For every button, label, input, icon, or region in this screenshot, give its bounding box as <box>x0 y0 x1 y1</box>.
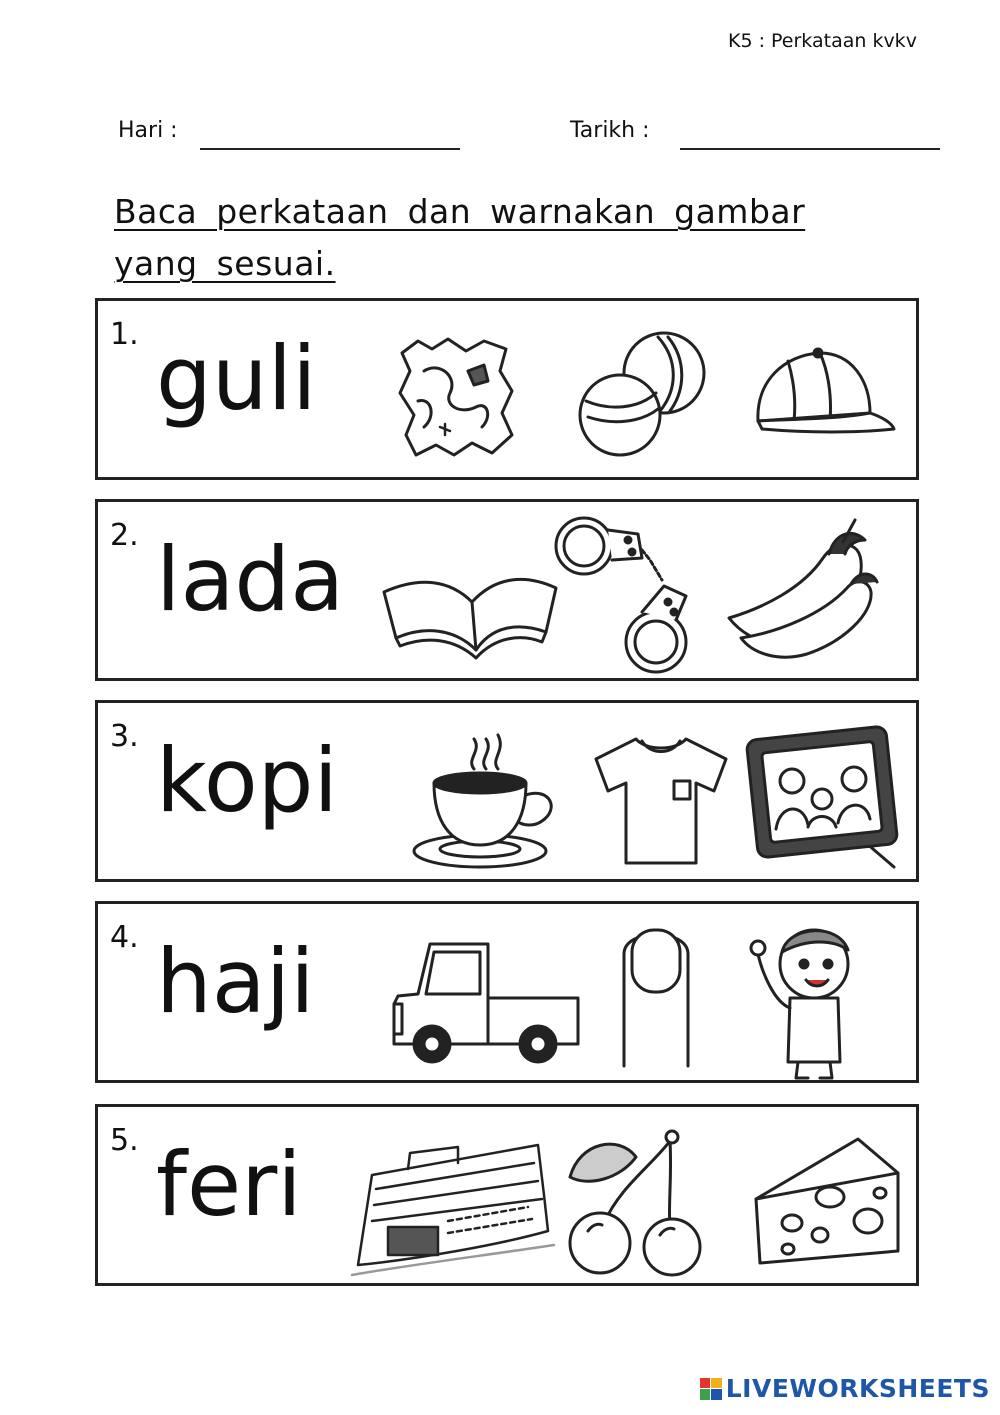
question-word: haji <box>156 930 315 1033</box>
question-row-3 <box>95 700 919 882</box>
brand-logo <box>700 1374 990 1403</box>
question-word: lada <box>156 528 345 631</box>
brand-text: LIVEWORKSHEETS <box>725 1374 990 1403</box>
brand-icon <box>700 1378 722 1400</box>
tarikh-label: Tarikh : <box>570 118 650 143</box>
instruction-line-1: Baca perkataan dan warnakan gambar <box>114 192 806 231</box>
question-row-1 <box>95 298 919 480</box>
tarikh-blank-line[interactable] <box>680 148 940 150</box>
instruction <box>114 186 834 290</box>
cherry-icon[interactable] <box>560 1127 720 1277</box>
question-number: 3. <box>110 719 139 754</box>
map-icon[interactable] <box>388 331 528 461</box>
book-icon[interactable] <box>380 562 560 662</box>
question-row-5 <box>95 1104 919 1286</box>
question-word: guli <box>156 327 317 430</box>
cheese-icon[interactable] <box>748 1131 908 1271</box>
finger-nail-icon[interactable] <box>616 918 696 1068</box>
question-row-4 <box>95 901 919 1083</box>
worksheet-code: K5 : Perkataan kvkv <box>728 30 917 52</box>
chili-icon[interactable] <box>723 518 883 668</box>
question-number: 2. <box>110 518 139 553</box>
question-row-2 <box>95 499 919 681</box>
handcuffs-icon[interactable] <box>546 506 706 678</box>
photo-frame-icon[interactable] <box>746 723 906 873</box>
truck-icon[interactable] <box>388 934 584 1064</box>
hari-label: Hari : <box>118 118 178 143</box>
tshirt-icon[interactable] <box>586 729 736 869</box>
coffee-cup-icon[interactable] <box>410 725 570 875</box>
question-word: feri <box>156 1133 302 1236</box>
cap-icon[interactable] <box>748 341 898 441</box>
question-word: kopi <box>156 729 338 832</box>
question-number: 5. <box>110 1123 139 1158</box>
instruction-line-2: yang sesuai. <box>114 244 336 283</box>
question-number: 4. <box>110 920 139 955</box>
hari-blank-line[interactable] <box>200 148 460 150</box>
ferry-icon[interactable] <box>348 1135 558 1285</box>
question-number: 1. <box>110 317 139 352</box>
boy-waving-icon[interactable] <box>748 912 868 1082</box>
marbles-icon[interactable] <box>576 329 716 459</box>
